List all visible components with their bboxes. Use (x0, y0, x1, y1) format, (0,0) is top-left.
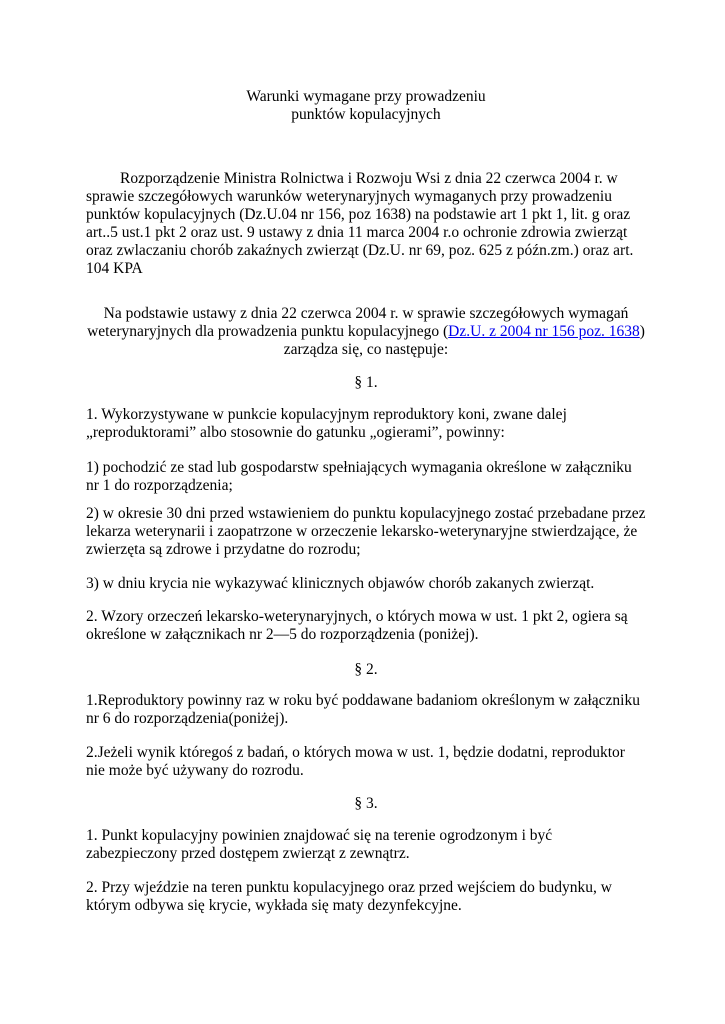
title-line-1: Warunki wymagane przy prowadzeniu (246, 88, 486, 105)
section-3-paragraph-2: 2. Przy wjeździe na teren punktu kopulacyjnego oraz przed wejściem do budynku, w którym odbywa się krycie, wykłada się maty dezynfekcyjne. (86, 879, 612, 914)
section-2-paragraph-2: 2.Jeżeli wynik któregoś z badań, o których mowa w ust. 1, będzie dodatni, reproduktor nie może być używany do rozrodu. (86, 744, 625, 779)
preamble (86, 305, 646, 359)
section-3-paragraph-1: 1. Punkt kopulacyjny powinien znajdować się na terenie ogrodzonym i być zabezpieczony przed dostępem zwierząt z zewnątrz. (86, 827, 553, 862)
title-line-2: punktów kopulacyjnych (291, 106, 441, 123)
preamble-close: ) (639, 323, 645, 340)
section-2-heading: § 2. (354, 661, 378, 678)
section-1-heading: § 1. (354, 374, 378, 391)
section-1-paragraph-5: 2. Wzory orzeczeń lekarsko-weterynaryjnych, o których mowa w ust. 1 pkt 2, ogiera są określone w załącznikach nr 2—5 do rozporządzenia (poniżej). (86, 608, 628, 643)
section-1-paragraph-1: 1. Wykorzystywane w punkcie kopulacyjnym reproduktory koni, zwane dalej „reproduktorami” albo stosownie do gatunku „ogierami”, powinny: (86, 406, 567, 441)
section-2-paragraph-1: 1.Reproduktory powinny raz w roku być poddawane badaniom określonym w załączniku nr 6 do rozporządzenia(poniżej). (86, 692, 640, 727)
dz-u-link[interactable]: Dz.U. z 2004 nr 156 poz. 1638 (448, 323, 640, 340)
intro-paragraph: Rozporządzenie Ministra Rolnictwa i Rozwoju Wsi z dnia 22 czerwca 2004 r. w sprawie szczegółowych warunków weterynaryjnych wymaganych przy prowadzeniu punktów kopulacyjnych (Dz.U.04 nr 156, poz 1638) na podstawie art 1 pkt 1, lit. g oraz art..5 ust.1 pkt 2 oraz ust. 9 ustawy z dnia 11 marca 2004 r.o ochronie zdrowia zwierząt oraz zwlaczaniu chorób zakaźnych zwierząt (Dz.U. nr 69, poz. 625 z późn.zm.) oraz art. 104 KPA (86, 170, 634, 277)
section-1-paragraph-4: 3) w dniu krycia nie wykazywać klinicznych objawów chorób zakanych zwierząt. (86, 575, 595, 592)
section-3-heading: § 3. (354, 795, 378, 812)
section-1-paragraph-3: 2) w okresie 30 dni przed wstawieniem do punktu kopulacyjnego zostać przebadane przez lekarza weterynarii i zaopatrzone w orzeczenie lekarsko-weterynaryjne stwierdzające, że zwierzęta są zdrowe i przydatne do rozrodu; (86, 505, 646, 558)
preamble-line-3: zarządza się, co następuje: (283, 341, 449, 358)
section-1-paragraph-2: 1) pochodzić ze stad lub gospodarstw spełniających wymagania określone w załączniku nr 1 do rozporządzenia; (86, 459, 632, 494)
document-title (86, 88, 646, 124)
preamble-text: Na podstawie ustawy z dnia 22 czerwca 2004 r. w sprawie szczegółowych wymagań weterynaryjnych dla prowadzenia punktu kopulacyjnego ( (87, 305, 629, 340)
